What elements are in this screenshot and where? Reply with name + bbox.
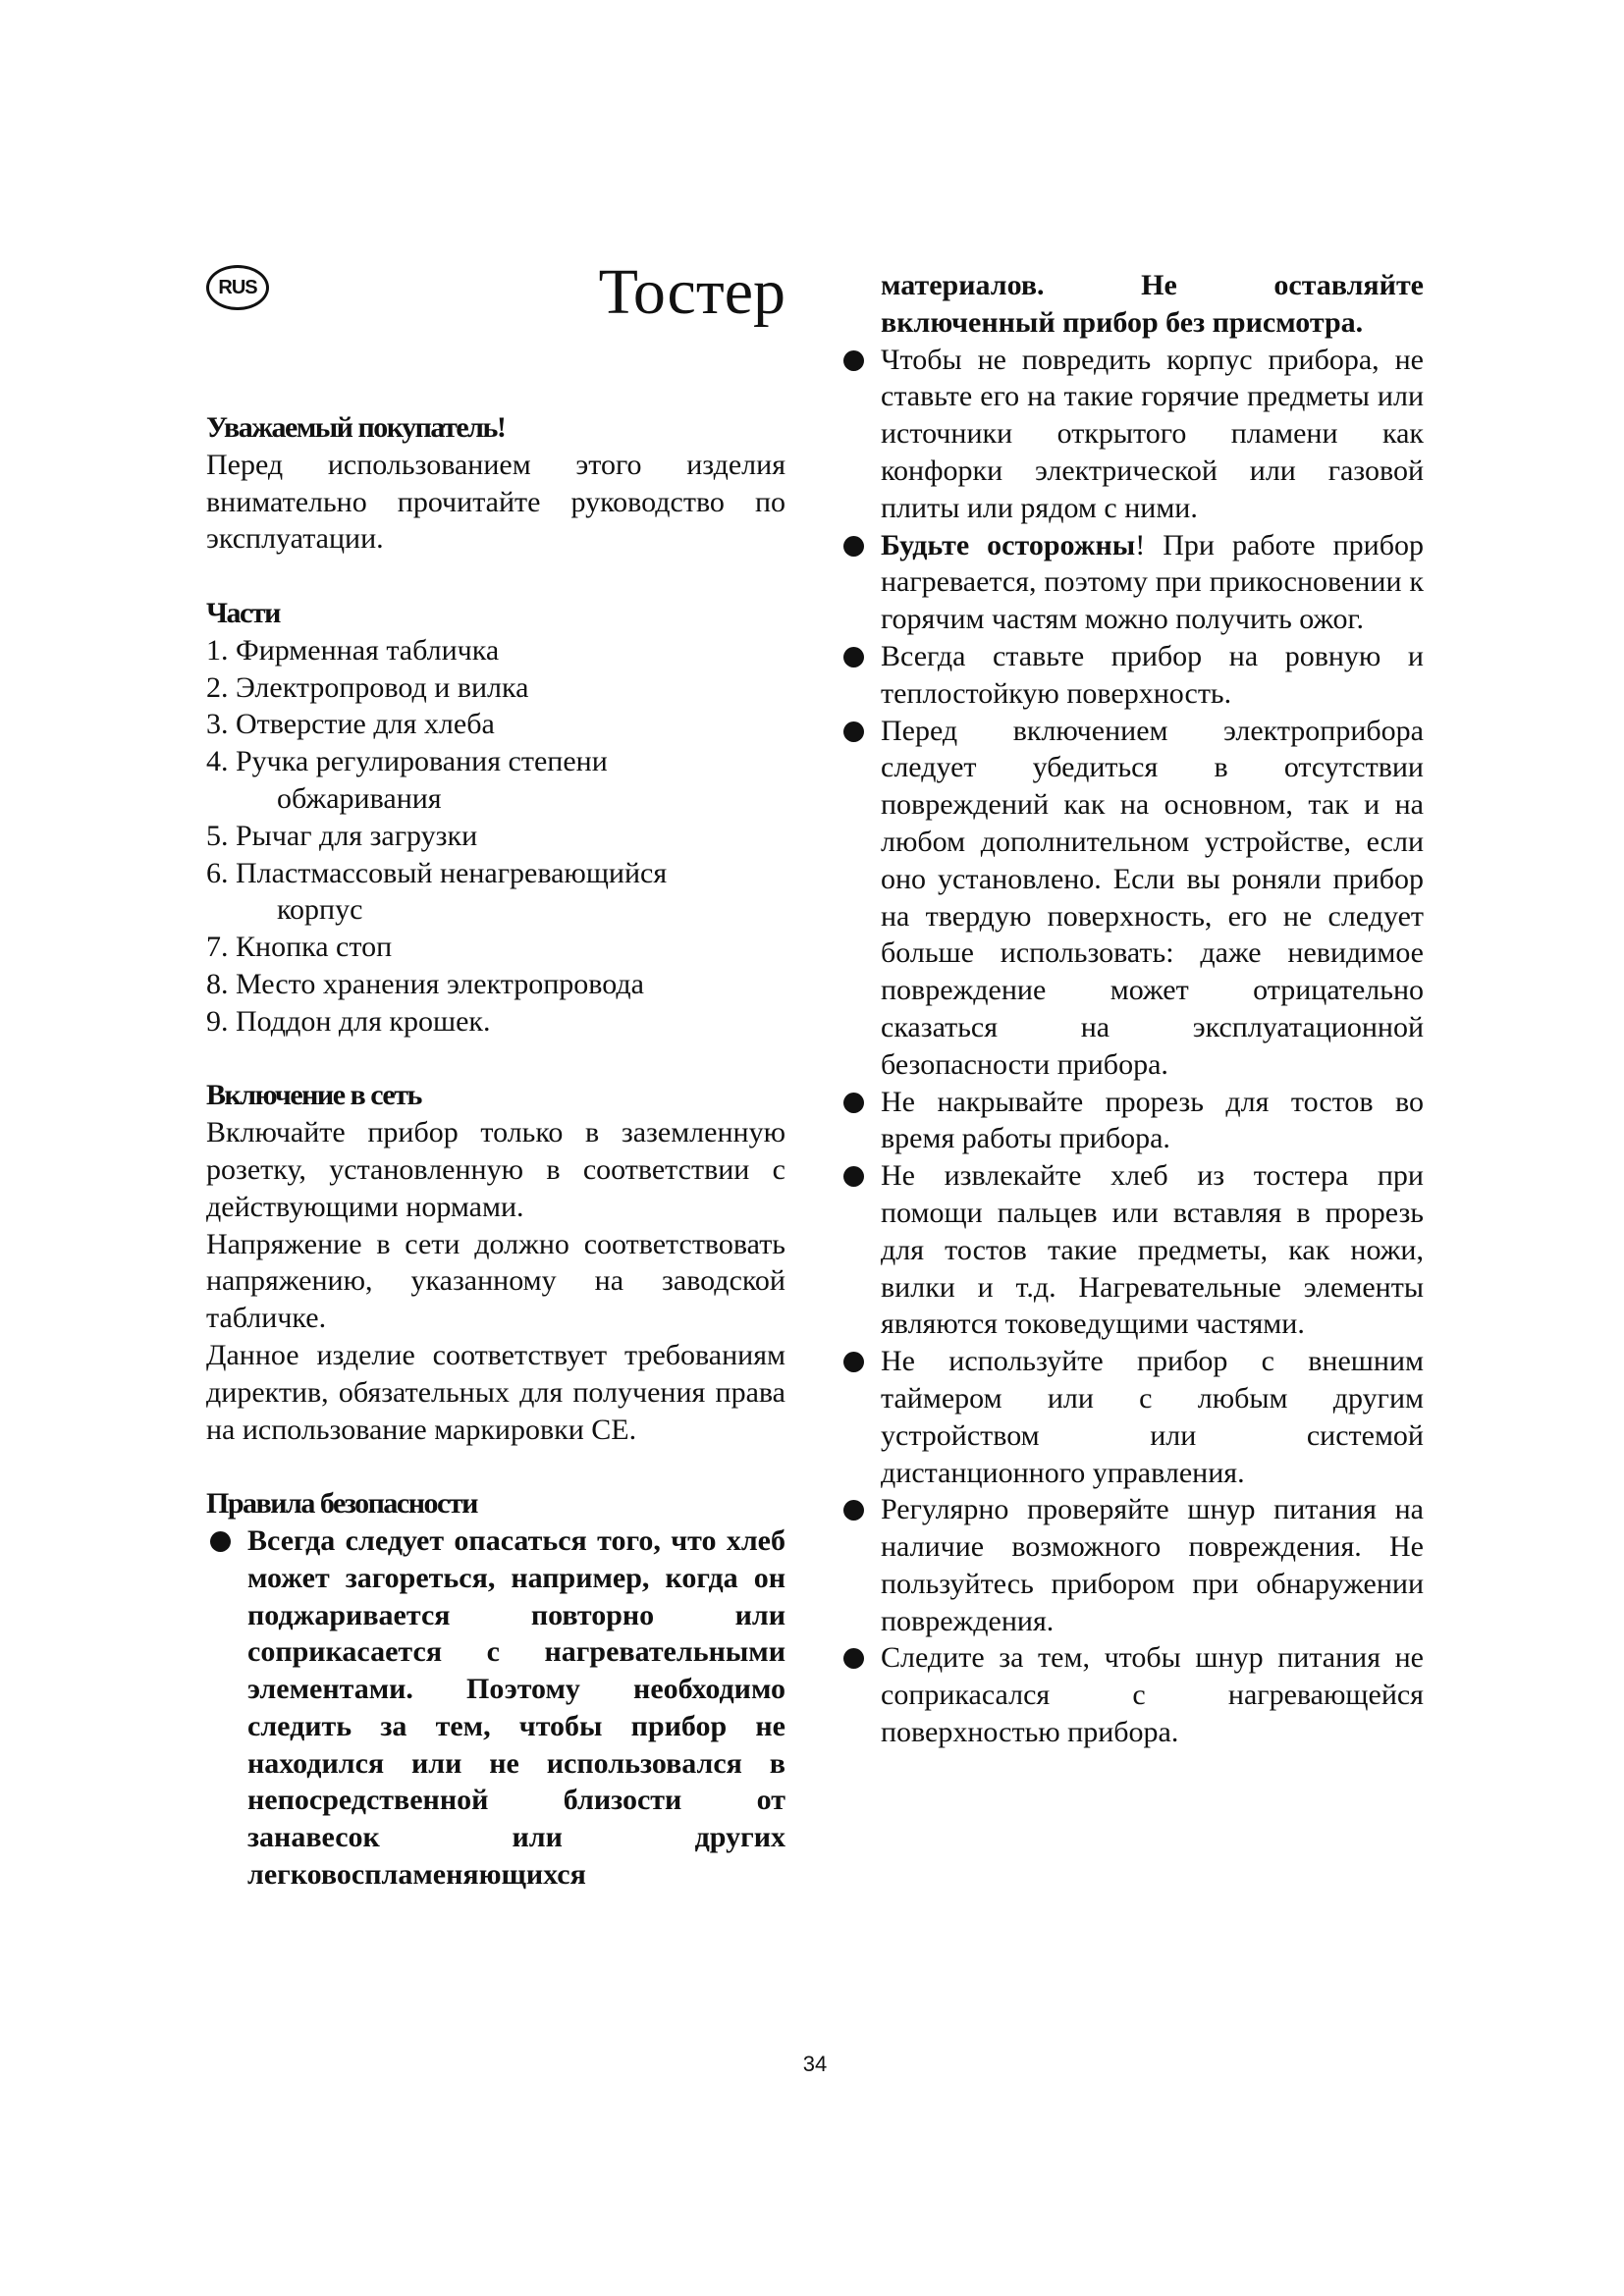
safety-bullet: Не используйте прибор с внешним таймером или с любым другим устройством или системой дистанционного управления. — [839, 1343, 1424, 1491]
parts-list — [206, 632, 785, 1041]
safety-bullet: Перед включением электроприбора следует убедиться в отсутствии повреждений как на основном, так и на любом дополнительном устройстве, если оно установлено. Если вы роняли прибор на твердую поверхность, его не следует больше использовать: даже невидимое повреждение может отрицательно сказаться на эксплуатационной безопасности прибора. — [839, 713, 1424, 1084]
safety-bullet: Не извлекайте хлеб из тостера при помощи пальцев или вставляя в прорезь для тостов такие предметы, как ножи, вилки и т.д. Нагревательные элементы являются токоведущими частями. — [839, 1157, 1424, 1343]
bullet-icon — [843, 1500, 864, 1521]
parts-list-item: 9. Поддон для крошек. — [206, 1004, 491, 1038]
safety-bullet: Будьте осторожны! При работе прибор нагревается, поэтому при прикосновении к горячим частям можно получить ожог. — [839, 527, 1424, 638]
parts-list-item: 8. Место хранения электропровода — [206, 967, 644, 1000]
safety-bullet: Всегда ставьте прибор на ровную и теплостойкую поверхность. — [839, 638, 1424, 713]
bullet-icon — [843, 647, 864, 667]
parts-list-item: 4. Ручка регулирования степени обжаривания — [206, 745, 608, 815]
safety-bullet: Не накрывайте прорезь для тостов во время работы прибора. — [839, 1084, 1424, 1158]
page-title: Тостер — [598, 256, 785, 328]
safety-bullet: Регулярно проверяйте шнур питания на наличие возможного повреждения. Не пользуйтесь прибором при обнаружении повреждения. — [839, 1491, 1424, 1639]
connection-text-1: Включайте прибор только в заземленную розетку, установленную в соответствии с действующими нормами. — [206, 1116, 785, 1223]
parts-list-item: 5. Рычаг для загрузки — [206, 819, 478, 852]
bullet-icon — [843, 721, 864, 742]
bullet-icon — [843, 1093, 864, 1113]
safety-bullet: Чтобы не повредить корпус прибора, не ставьте его на такие горячие предметы или источники открытого пламени как конфорки электрической или газовой плиты или рядом с ними. — [839, 342, 1424, 527]
bullet-icon — [843, 536, 864, 557]
connection-heading: Включение в сеть — [206, 1079, 421, 1112]
parts-list-item: 7. Кнопка стоп — [206, 931, 393, 964]
connection-text-2: Напряжение в сети должно соответствовать напряжению, указанному на заводской табличке. — [206, 1227, 785, 1335]
safety-bullet: Следите за тем, чтобы шнур питания не соприкасался с нагревающейся поверхностью прибора. — [839, 1639, 1424, 1750]
bullet-icon — [843, 1648, 864, 1669]
safety-list-start — [206, 1522, 785, 1894]
intro-heading: Уважаемый покупатель! — [206, 411, 506, 444]
bullet-icon — [843, 1166, 864, 1187]
safety-bullet-continued: материалов. Не оставляйте включенный прибор без присмотра. — [881, 269, 1424, 339]
left-column — [206, 409, 785, 1894]
bullet-icon — [843, 350, 864, 371]
right-column — [839, 267, 1424, 1751]
language-badge: RUS — [206, 265, 269, 310]
page-number: 34 — [802, 2052, 828, 2076]
parts-heading: Части — [206, 596, 280, 629]
safety-heading: Правила безопасности — [206, 1487, 477, 1521]
bullet-icon — [210, 1531, 231, 1552]
parts-list-item: 3. Отверстие для хлеба — [206, 708, 495, 741]
safety-bullet: Всегда следует опасаться того, что хлеб может загореться, например, когда он поджаривается повторно или соприкасается с нагревательными элементами. Поэтому необходимо следить за тем, чтобы прибор не находился или не использовался в непосредственной близости от занавесок или других легковоспламеняющихся — [206, 1522, 785, 1894]
connection-text-3: Данное изделие соответствует требованиям директив, обязательных для получения права на использование маркировки CE. — [206, 1338, 785, 1446]
parts-list-item: 6. Пластмассовый ненагревающийся корпус — [206, 856, 668, 927]
bullet-icon — [843, 1352, 864, 1372]
safety-list — [839, 342, 1424, 1751]
intro-text: Перед использованием этого изделия внимательно прочитайте руководство по эксплуатации. — [206, 448, 785, 556]
parts-list-item: 1. Фирменная табличка — [206, 633, 500, 667]
parts-list-item: 2. Электропровод и вилка — [206, 670, 529, 704]
